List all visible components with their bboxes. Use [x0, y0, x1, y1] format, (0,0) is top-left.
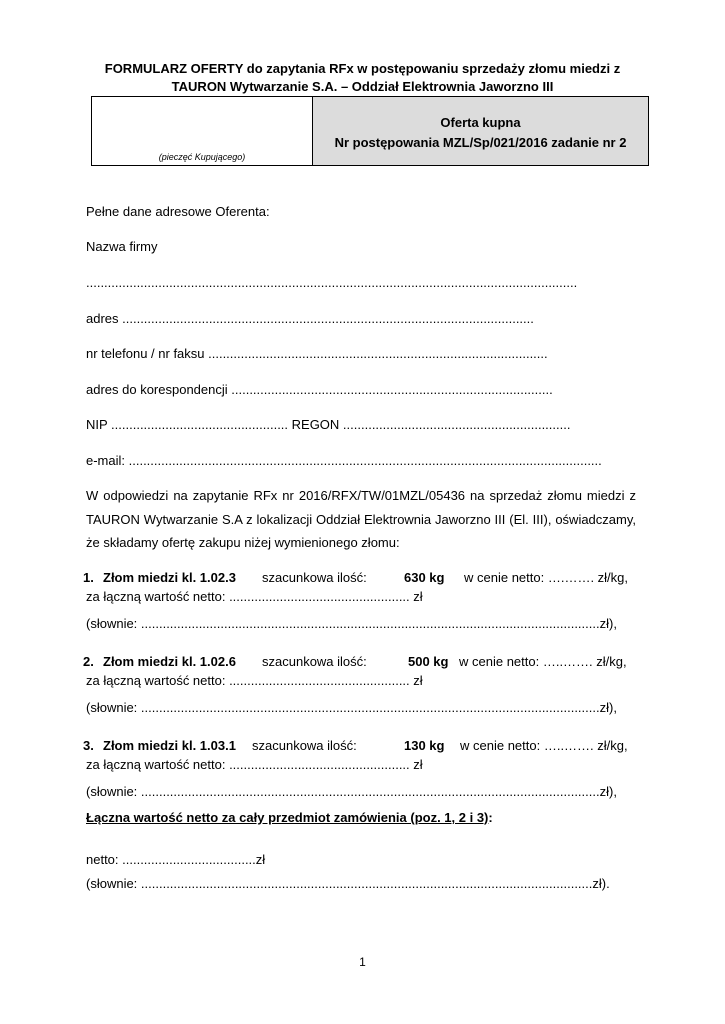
item-3-words-field[interactable]: (słownie: ...............................................................................................................................zł),	[86, 784, 617, 799]
summary-net-field[interactable]: netto: .....................................zł	[86, 852, 266, 867]
nip-regon-field[interactable]: NIP ................................................. REGON ...............................................................	[86, 417, 571, 432]
summary-heading-text: Łączna wartość netto za cały przedmiot zamówienia (poz. 1, 2 i 3)	[86, 810, 489, 825]
item-3-total-field[interactable]: za łączną wartość netto: .................................................. zł	[86, 757, 423, 772]
item-1-name: Złom miedzi kl. 1.02.3	[103, 570, 236, 585]
company-name-field[interactable]: ........................................................................................................................................	[86, 275, 578, 290]
item-1-price-field[interactable]: w cenie netto: ….……. zł/kg,	[464, 570, 629, 585]
item-1-words-field[interactable]: (słownie: ...............................................................................................................................zł),	[86, 616, 617, 631]
item-1-qty-label: szacunkowa ilość:	[262, 570, 367, 585]
header-box	[91, 96, 649, 166]
item-2-number: 2.	[83, 654, 94, 669]
address-field[interactable]: adres ..................................................................................................................	[86, 311, 534, 326]
item-2-price-field[interactable]: w cenie netto: …..……. zł/kg,	[459, 654, 627, 669]
item-1-qty: 630 kg	[404, 570, 445, 585]
item-1-number: 1.	[83, 570, 94, 585]
item-2-qty: 500 kg	[408, 654, 449, 669]
offer-title: Oferta kupna	[440, 115, 521, 130]
item-3-number: 3.	[83, 738, 94, 753]
item-2-total-field[interactable]: za łączną wartość netto: .................................................. zł	[86, 673, 423, 688]
item-3-price-field[interactable]: w cenie netto: …..……. zł/kg,	[460, 738, 628, 753]
item-3-qty-label: szacunkowa ilość:	[252, 738, 357, 753]
item-3-name: Złom miedzi kl. 1.03.1	[103, 738, 236, 753]
item-2-words-field[interactable]: (słownie: ...............................................................................................................................zł),	[86, 700, 617, 715]
buyer-stamp-label: (pieczęć Kupującego)	[158, 152, 246, 162]
company-name-label: Nazwa firmy	[86, 239, 158, 254]
summary-heading	[86, 810, 493, 825]
buyer-stamp-cell	[92, 97, 313, 165]
item-3-qty: 130 kg	[404, 738, 445, 753]
correspondence-address-field[interactable]: adres do korespondencji .........................................................................................	[86, 382, 553, 397]
item-2-qty-label: szacunkowa ilość:	[262, 654, 367, 669]
offer-title-cell	[313, 97, 648, 165]
form-title-line-2: TAURON Wytwarzanie S.A. – Oddział Elektrownia Jaworzno III	[171, 79, 554, 94]
phone-fax-field[interactable]: nr telefonu / nr faksu ..............................................................................................	[86, 346, 548, 361]
email-field[interactable]: e-mail: ...................................................................................................................................	[86, 453, 602, 468]
page-number: 1	[359, 955, 366, 969]
proceeding-number: Nr postępowania MZL/Sp/021/2016 zadanie nr 2	[334, 135, 627, 150]
item-1-total-field[interactable]: za łączną wartość netto: .................................................. zł	[86, 589, 423, 604]
summary-words-field[interactable]: (słownie: .............................................................................................................................zł).	[86, 876, 610, 891]
form-title-line-1: FORMULARZ OFERTY do zapytania RFx w postępowaniu sprzedaży złomu miedzi z	[104, 61, 621, 76]
summary-heading-colon: :	[488, 810, 493, 825]
bidder-heading: Pełne dane adresowe Oferenta:	[86, 204, 270, 219]
intro-paragraph: W odpowiedzi na zapytanie RFx nr 2016/RFX/TW/01MZL/05436 na sprzedaż złomu miedzi z TAURON Wytwarzanie S.A z lokalizacji Oddział Elektrownia Jaworzno III (El. III), oświadczamy, że składamy ofertę zakupu niżej wymienionego złomu:	[86, 488, 636, 550]
item-2-name: Złom miedzi kl. 1.02.6	[103, 654, 236, 669]
